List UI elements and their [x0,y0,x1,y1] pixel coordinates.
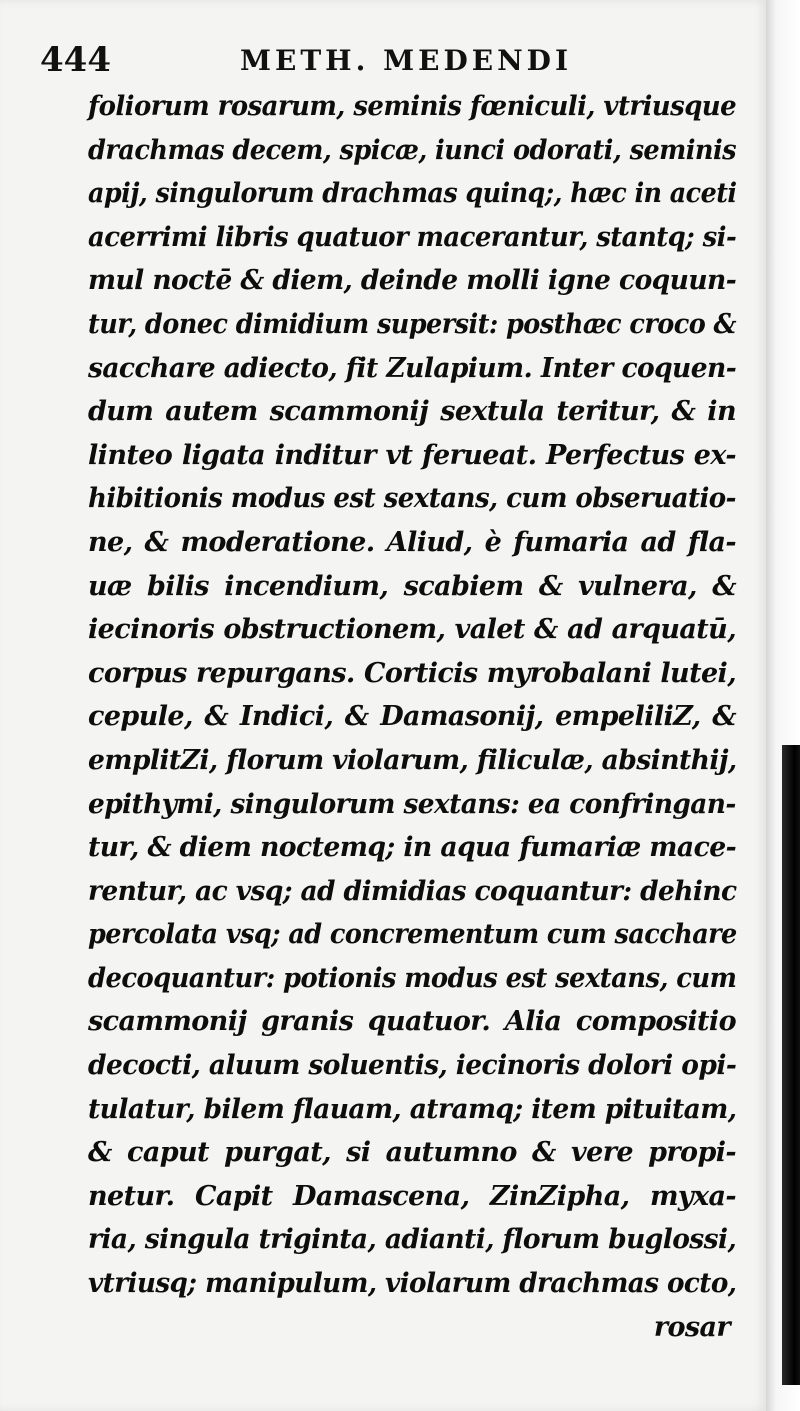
running-title: METH. MEDENDI [240,44,573,77]
text-line: mul noctē & diem, deinde molli igne coquun- [88,265,737,297]
text-line: vtriusq; manipulum, violarum drachmas octo, [88,1268,737,1300]
text-line: linteo ligata inditur vt ferueat. Perfectus ex- [88,439,736,471]
running-head [40,40,730,90]
text-line: ria, singula triginta, adianti, florum buglossi, [88,1224,737,1256]
text-line: scammonij granis quatuor. Alia compositio [88,1006,736,1038]
text-line: foliorum rosarum, seminis fœniculi, vtriusque [88,91,737,122]
text-line: & caput purgat, si autumno & vere propi- [88,1137,736,1169]
text-line: netur. Capit Damascena, ZinZipha, myxa- [88,1180,736,1212]
page-number: 444 [40,40,111,80]
text-line: hibitionis modus est sextans, cum obseruatio- [88,483,736,515]
text-line: iecinoris obstructionem, valet & ad arquatū, [88,614,736,646]
text-line: rentur, ac vsq; ad dimidias coquantur: dehinc [88,875,737,907]
text-line: apij, singulorum drachmas quinq;, hæc in aceti [88,178,737,210]
text-line: epithymi, singulorum sextans: ea confringan- [88,788,736,820]
text-line: decoquantur: potionis modus est sextans, cum [88,962,737,994]
catchword: rosar [653,1311,730,1343]
text-line: drachmas decem, spicæ, iunci odorati, seminis [88,134,737,166]
text-line: uæ bilis incendium, scabiem & vulnera, & [88,570,736,602]
text-line: decocti, aluum soluentis, iecinoris dolori opi- [88,1050,737,1082]
text-line: cepule, & Indici, & Damasonij, empeliliZ, & [88,701,736,733]
text-line: emplitZi, florum violarum, filiculæ, absinthij, [88,744,737,776]
text-block [88,85,736,1349]
text-line: sacchare adiecto, fit Zulapium. Inter coquen- [88,352,737,384]
text-line: ne, & moderatione. Aliud, è fumaria ad fla- [88,526,736,558]
text-line: tulatur, bilem flauam, atramq; item pituitam, [88,1093,737,1125]
text-line: corpus repurgans. Corticis myrobalani lutei, [88,657,736,689]
text-line: tur, donec dimidium supersit: posthæc croco & [88,308,737,340]
text-line: percolata vsq; ad concrementum cum sacchare [88,919,737,951]
text-line: dum autem scammonij sextula teritur, & in [88,396,736,428]
text-line: acerrimi libris quatuor macerantur, stantq; si- [88,221,737,253]
adjacent-page-edge [782,745,800,1385]
text-line: tur, & diem noctemq; in aqua fumariæ mace- [88,832,737,864]
